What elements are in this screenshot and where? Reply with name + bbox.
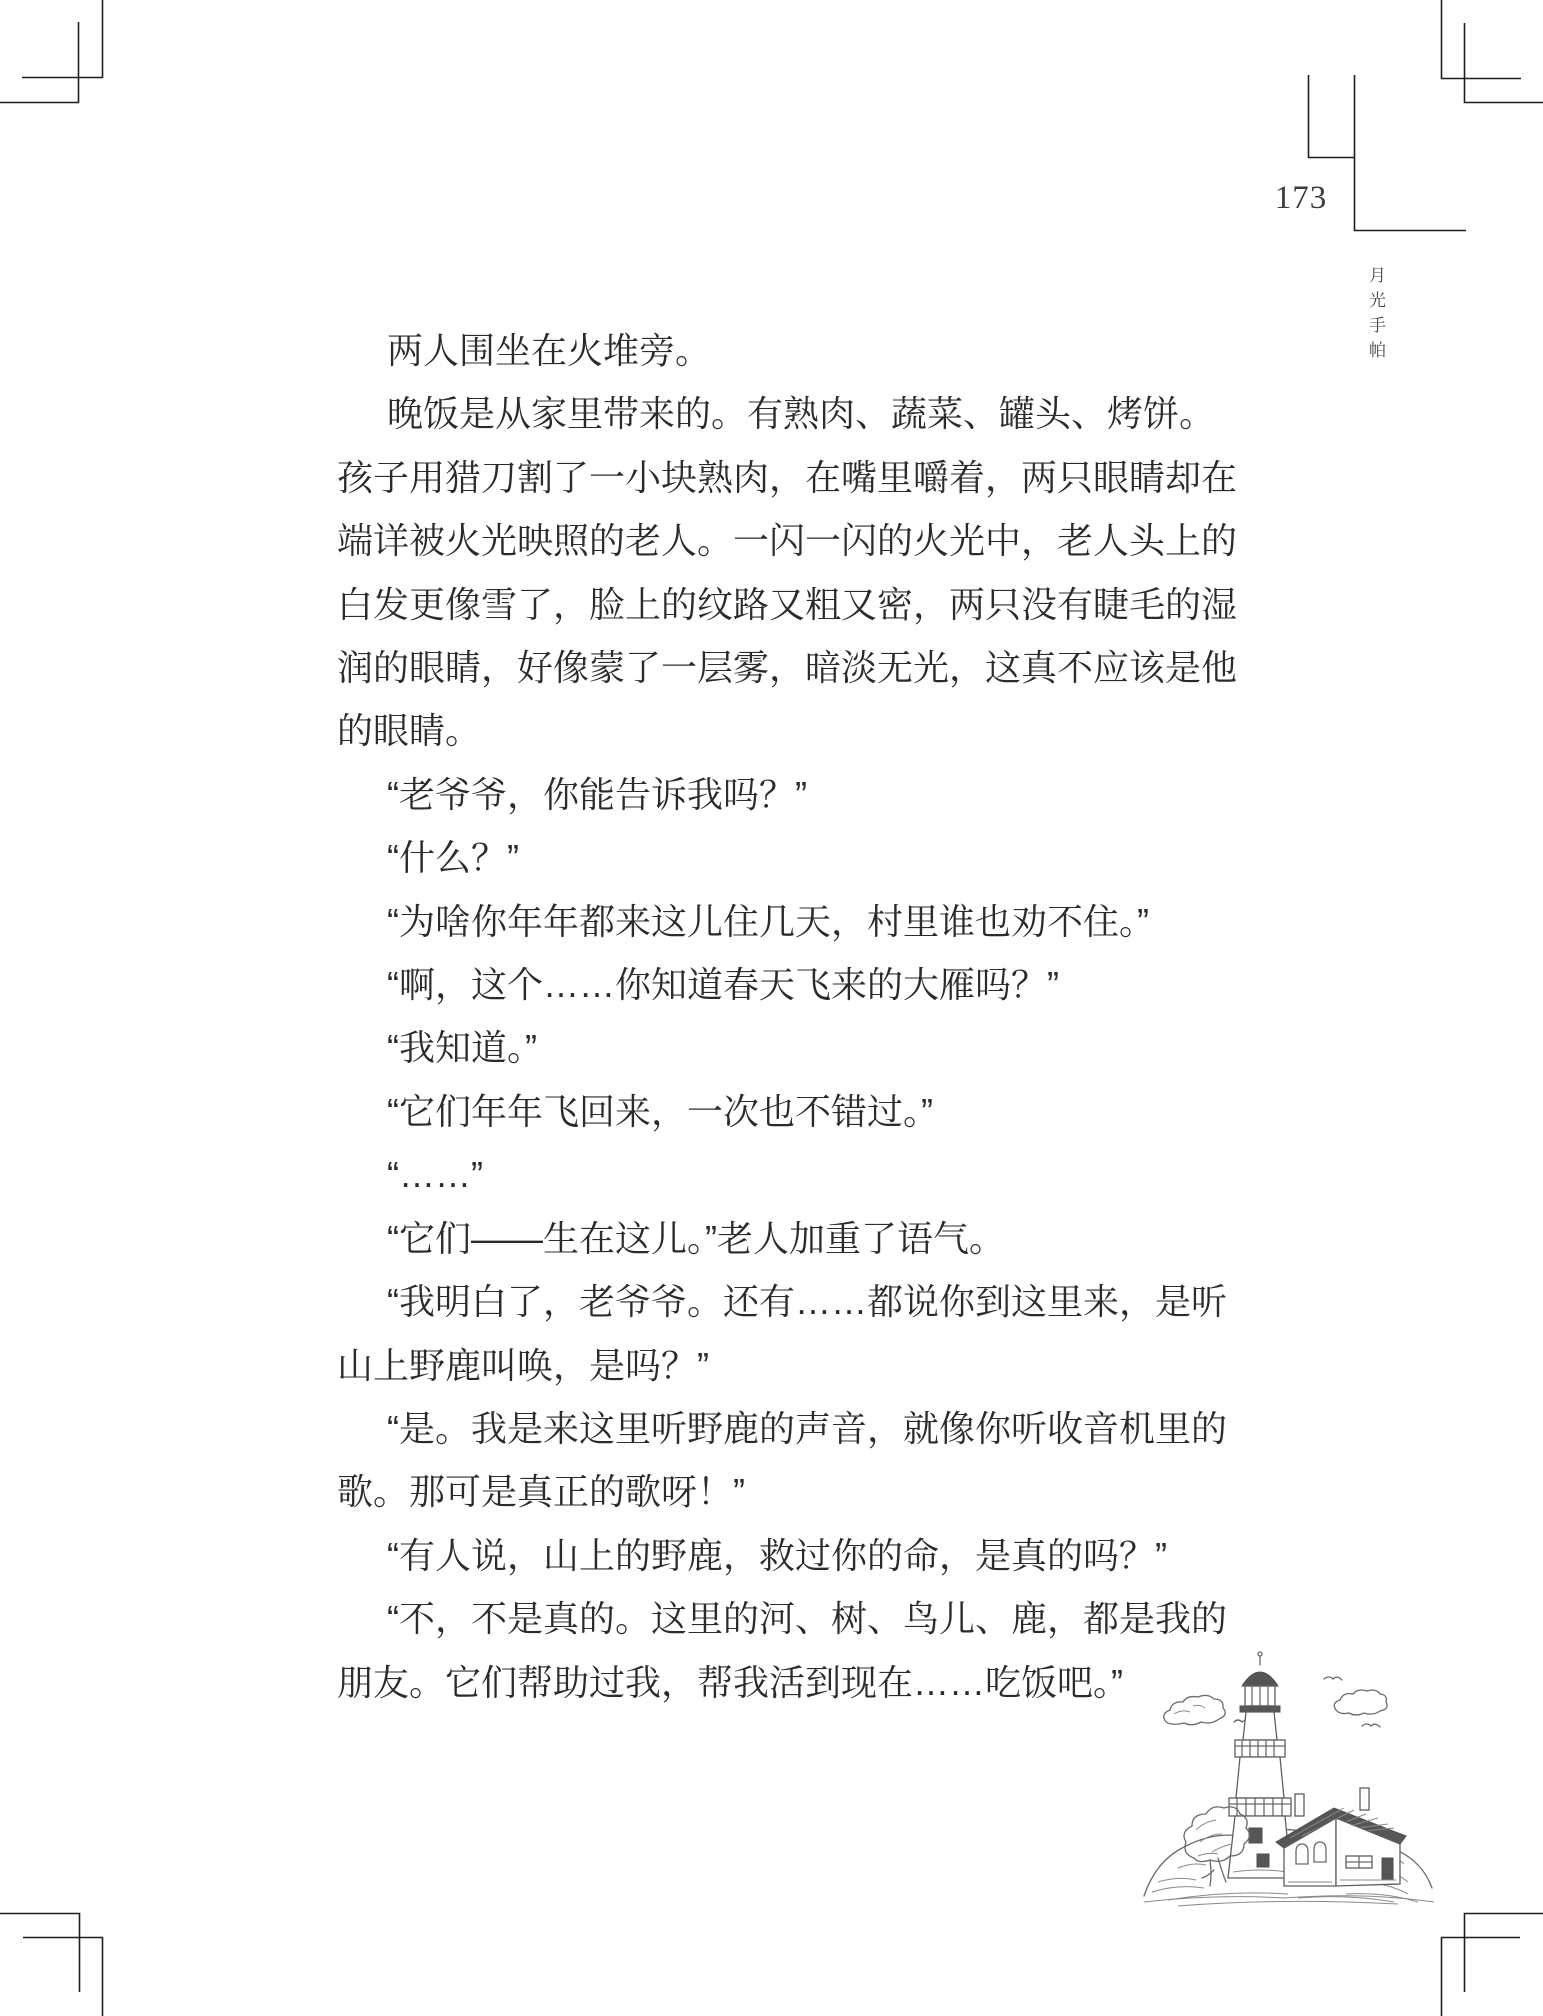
text-line: 孩子用猎刀割了一小块熟肉，在嘴里嚼着，两只眼睛却在	[337, 456, 1238, 498]
text-line: 白发更像雪了，脸上的纹路又粗又密，两只没有睫毛的湿	[337, 583, 1238, 625]
text-line: “为啥你年年都来这儿住几天，村里谁也劝不住。”	[387, 900, 1149, 942]
crop-mark-bottom-right-inner	[1442, 1938, 1521, 2016]
lighthouse-illustration	[1138, 1646, 1440, 1908]
crop-mark-bottom-left-outer	[0, 1914, 80, 1993]
text-line: “有人说，山上的野鹿，救过你的命，是真的吗？”	[387, 1534, 1167, 1576]
text-line: 晚饭是从家里带来的。有熟肉、蔬菜、罐头、烤饼。	[387, 393, 1216, 435]
text-line: “什么？”	[387, 837, 519, 879]
cloud-icon-right	[1334, 1690, 1387, 1715]
text-line: 端详被火光映照的老人。一闪一闪的火光中，老人头上的	[337, 520, 1238, 562]
page-number-fold-mark-long	[1355, 75, 1467, 231]
text-line: “它们年年飞回来，一次也不错过。”	[387, 1090, 933, 1132]
text-line: 山上野鹿叫唤，是吗？”	[337, 1344, 709, 1386]
house	[1276, 1788, 1406, 1886]
crop-mark-bottom-right-outer	[1465, 1914, 1543, 1993]
text-line: “老爷爷，你能告诉我吗？”	[387, 773, 807, 815]
text-line: “……”	[387, 1154, 483, 1196]
margin-running-title: 月光手帕	[1366, 266, 1385, 366]
crop-mark-top-right-inner	[1465, 23, 1543, 103]
text-line: 歌。那可是真正的歌呀！”	[337, 1471, 745, 1513]
text-line: “啊，这个……你知道春天飞来的大雁吗？”	[387, 964, 1059, 1006]
text-line: 的眼睛。	[337, 710, 482, 752]
crop-mark-top-right-outer	[1442, 0, 1522, 79]
cloud-icon-left	[1164, 1695, 1226, 1724]
page-number-fold-mark-short	[1309, 75, 1355, 158]
crop-mark-top-left-inner	[0, 22, 79, 103]
text-block	[337, 319, 1267, 1714]
text-line: 两人围坐在火堆旁。	[387, 330, 712, 371]
text-line: “不，不是真的。这里的河、树、鸟儿、鹿，都是我的	[387, 1598, 1227, 1640]
crop-mark-bottom-left-inner	[23, 1938, 103, 2016]
text-line: 朋友。它们帮助过我，帮我活到现在……吃饭吧。”	[337, 1661, 1123, 1703]
text-line: 润的眼睛，好像蒙了一层雾，暗淡无光，这真不应该是他	[337, 647, 1238, 689]
page-number: 173	[1274, 180, 1328, 216]
text-line: “它们——生在这儿。”老人加重了语气。	[387, 1217, 1005, 1259]
text-line: “是。我是来这里听野鹿的声音，就像你听收音机里的	[387, 1407, 1227, 1449]
text-line: “我明白了，老爷爷。还有……都说你到这里来，是听	[387, 1281, 1227, 1323]
text-line: “我知道。”	[387, 1027, 537, 1069]
crop-mark-top-left-outer	[22, 0, 103, 78]
